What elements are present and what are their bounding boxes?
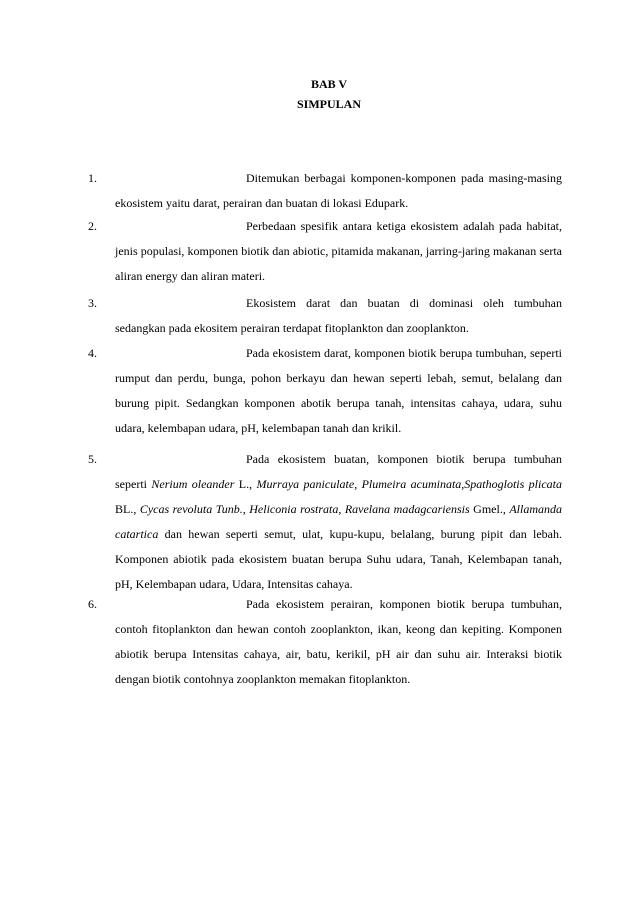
conclusion-item-1: [88, 166, 562, 216]
species-name: Heliconia rostrata, Ravelana madagcariensis: [249, 502, 470, 516]
item-number: 6.: [88, 597, 97, 611]
item-text: [115, 447, 562, 597]
chapter-heading: BAB V: [310, 77, 348, 91]
species-name: Nerium oleander: [151, 477, 235, 491]
item-number: 3.: [88, 296, 97, 310]
species-name: Murraya paniculate, Plumeira acuminata,Spathoglotis plicata: [256, 477, 562, 491]
item-text-part: L.,: [234, 477, 257, 491]
item-text-part: BL.,: [115, 502, 140, 516]
item-number: 4.: [88, 346, 97, 360]
item-text: Pada ekosistem darat, komponen biotik berupa tumbuhan, seperti rumput dan perdu, bunga, pohon berkayu dan hewan seperti lebah, semut, belalang dan burung pipit. Sedangkan komponen abotik berupa tanah, intensitas cahaya, udara, suhu udara, kelembapan udara, pH, kelembapan tanah dan krikil.: [115, 346, 562, 435]
item-text: Ekosistem darat dan buatan di dominasi oleh tumbuhan sedangkan pada ekositem perairan terdapat fitoplankton dan zooplankton.: [115, 296, 562, 335]
item-text-part: Gmel.,: [469, 502, 510, 516]
item-text-part: Pada ekosistem buatan, komponen biotik berupa tumbuhan seperti: [115, 452, 562, 491]
conclusion-item-6: [88, 592, 562, 692]
conclusion-item-2: [88, 214, 562, 289]
item-text-part: dan hewan seperti semut, ulat, kupu-kupu, belalang, burung pipit dan lebah. Komponen abiotik pada ekosistem buatan berupa Suhu udara, Tanah, Kelembapan tanah, pH, Kelembapan udara, Udara, Intensitas cahaya.: [115, 527, 562, 591]
chapter-title: SIMPULAN: [296, 97, 361, 111]
species-name: Allamanda catartica: [115, 502, 562, 541]
item-number: 5.: [88, 452, 97, 466]
item-number: 2.: [88, 219, 97, 233]
item-text-part: ,: [242, 502, 250, 516]
item-number: 1.: [88, 171, 97, 185]
item-text: Perbedaan spesifik antara ketiga ekosistem adalah pada habitat, jenis populasi, komponen biotik dan abiotic, pitamida makanan, jarring-jaring makanan serta aliran energy dan aliran materi.: [115, 219, 562, 283]
species-name: Cycas revoluta Tunb.: [139, 502, 243, 516]
conclusion-item-4: [88, 341, 562, 441]
conclusion-item-5: [88, 447, 562, 597]
conclusion-item-3: [88, 291, 562, 341]
item-text: Ditemukan berbagai komponen-komponen pada masing-masing ekosistem yaitu darat, perairan dan buatan di lokasi Edupark.: [115, 171, 562, 210]
item-text: Pada ekosistem perairan, komponen biotik berupa tumbuhan, contoh fitoplankton dan hewan contoh zooplankton, ikan, keong dan kepiting. Komponen abiotik berupa Intensitas cahaya, air, batu, kerikil, pH air dan suhu air. Interaksi biotik dengan biotik contohnya zooplankton memakan fitoplankton.: [115, 597, 562, 686]
